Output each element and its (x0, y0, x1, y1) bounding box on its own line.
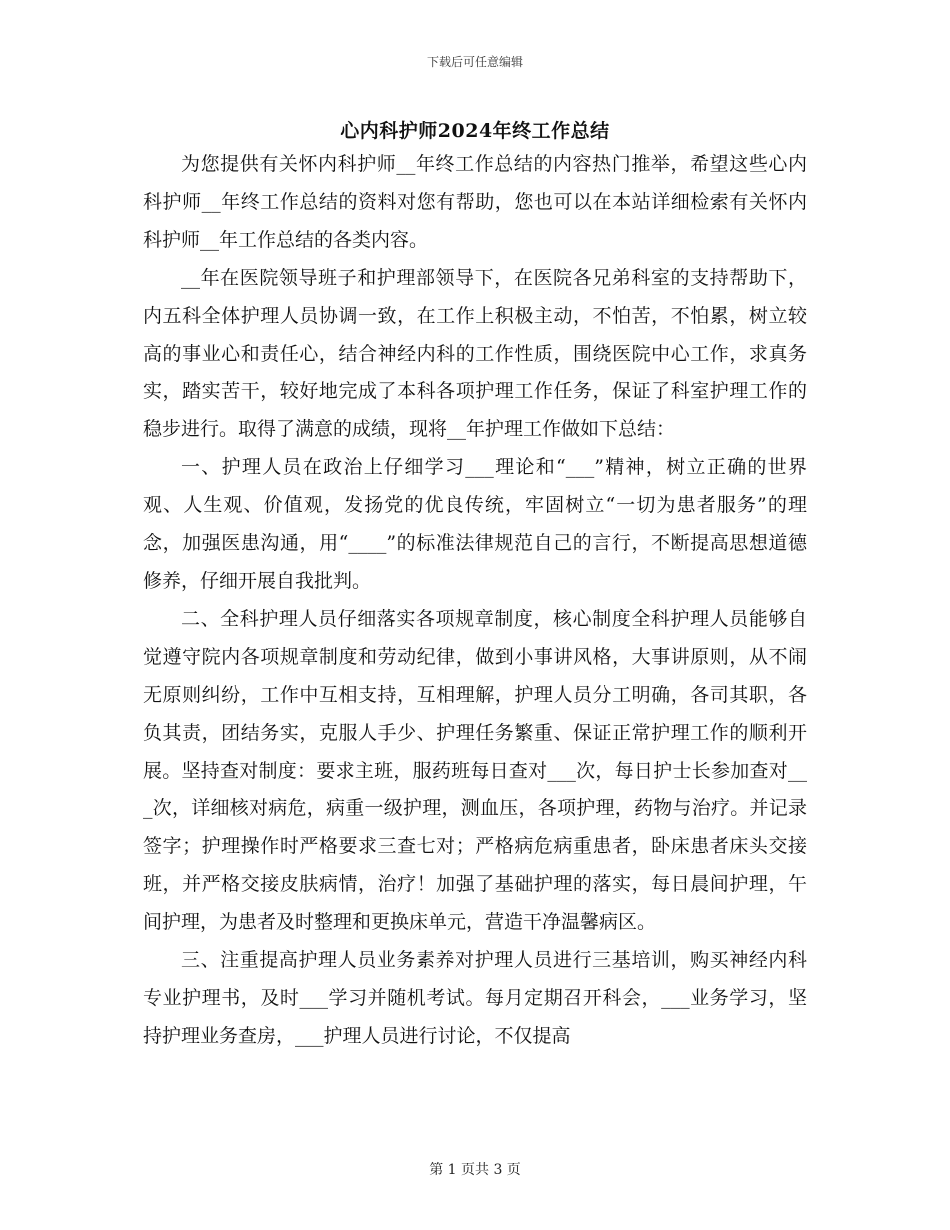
document-title: 心内科护师2024年终工作总结 (340, 120, 610, 142)
paragraph-section-3: 三、注重提高护理人员业务素养对护理人员进行三基培训，购买神经内科专业护理书，及时___学习并随机考试。每月定期召开科会，___业务学习，坚持护理业务查房，___护理人员进行讨论，不仅提高 (143, 949, 807, 1047)
document-body (143, 146, 807, 1056)
paragraph-overview: __年在医院领导班子和护理部领导下，在医院各兄弟科室的支持帮助下，内五科全体护理人员协调一致，在工作上积极主动，不怕苦，不怕累，树立较高的事业心和责任心，结合神经内科的工作性质，围绕医院中心工作，求真务实，踏实苦干，较好地完成了本科各项护理工作任务，保证了科室护理工作的稳步进行。取得了满意的成绩，现将__年护理工作做如下总结： (143, 266, 807, 441)
paragraph-section-1: 一、护理人员在政治上仔细学习___理论和“___”精神，树立正确的世界观、人生观、价值观，发扬党的优良传统，牢固树立“一切为患者服务”的理念，加强医患沟通，用“____”的标准法律规范自己的言行，不断提高思想道德修养，仔细开展自我批判。 (143, 456, 807, 592)
paragraph-intro: 为您提供有关怀内科护师__年终工作总结的内容热门推举，希望这些心内科护师__年终工作总结的资料对您有帮助，您也可以在本站详细检索有关怀内科护师__年工作总结的各类内容。 (143, 153, 807, 251)
header-note: 下载后可任意编辑 (426, 55, 523, 69)
paragraph-section-2: 二、全科护理人员仔细落实各项规章制度，核心制度全科护理人员能够自觉遵守院内各项规章制度和劳动纪律，做到小事讲风格，大事讲原则，从不闹无原则纠纷，工作中互相支持，互相理解，护理人员分工明确，各司其职，各负其责，团结务实，克服人手少、护理任务繁重、保证正常护理工作的顺利开展。坚持查对制度：要求主班，服药班每日查对___次，每日护士长参加查对___次，详细核对病危，病重一级护理，测血压，各项护理，药物与治疗。并记录签字；护理操作时严格要求三查七对；严格病危病重患者，卧床患者床头交接班，并严格交接皮肤病情，治疗！加强了基础护理的落实，每日晨间护理，午间护理，为患者及时整理和更换床单元，营造干净温馨病区。 (143, 607, 807, 934)
page-footer: 第 1 页共 3 页 (429, 1162, 521, 1178)
